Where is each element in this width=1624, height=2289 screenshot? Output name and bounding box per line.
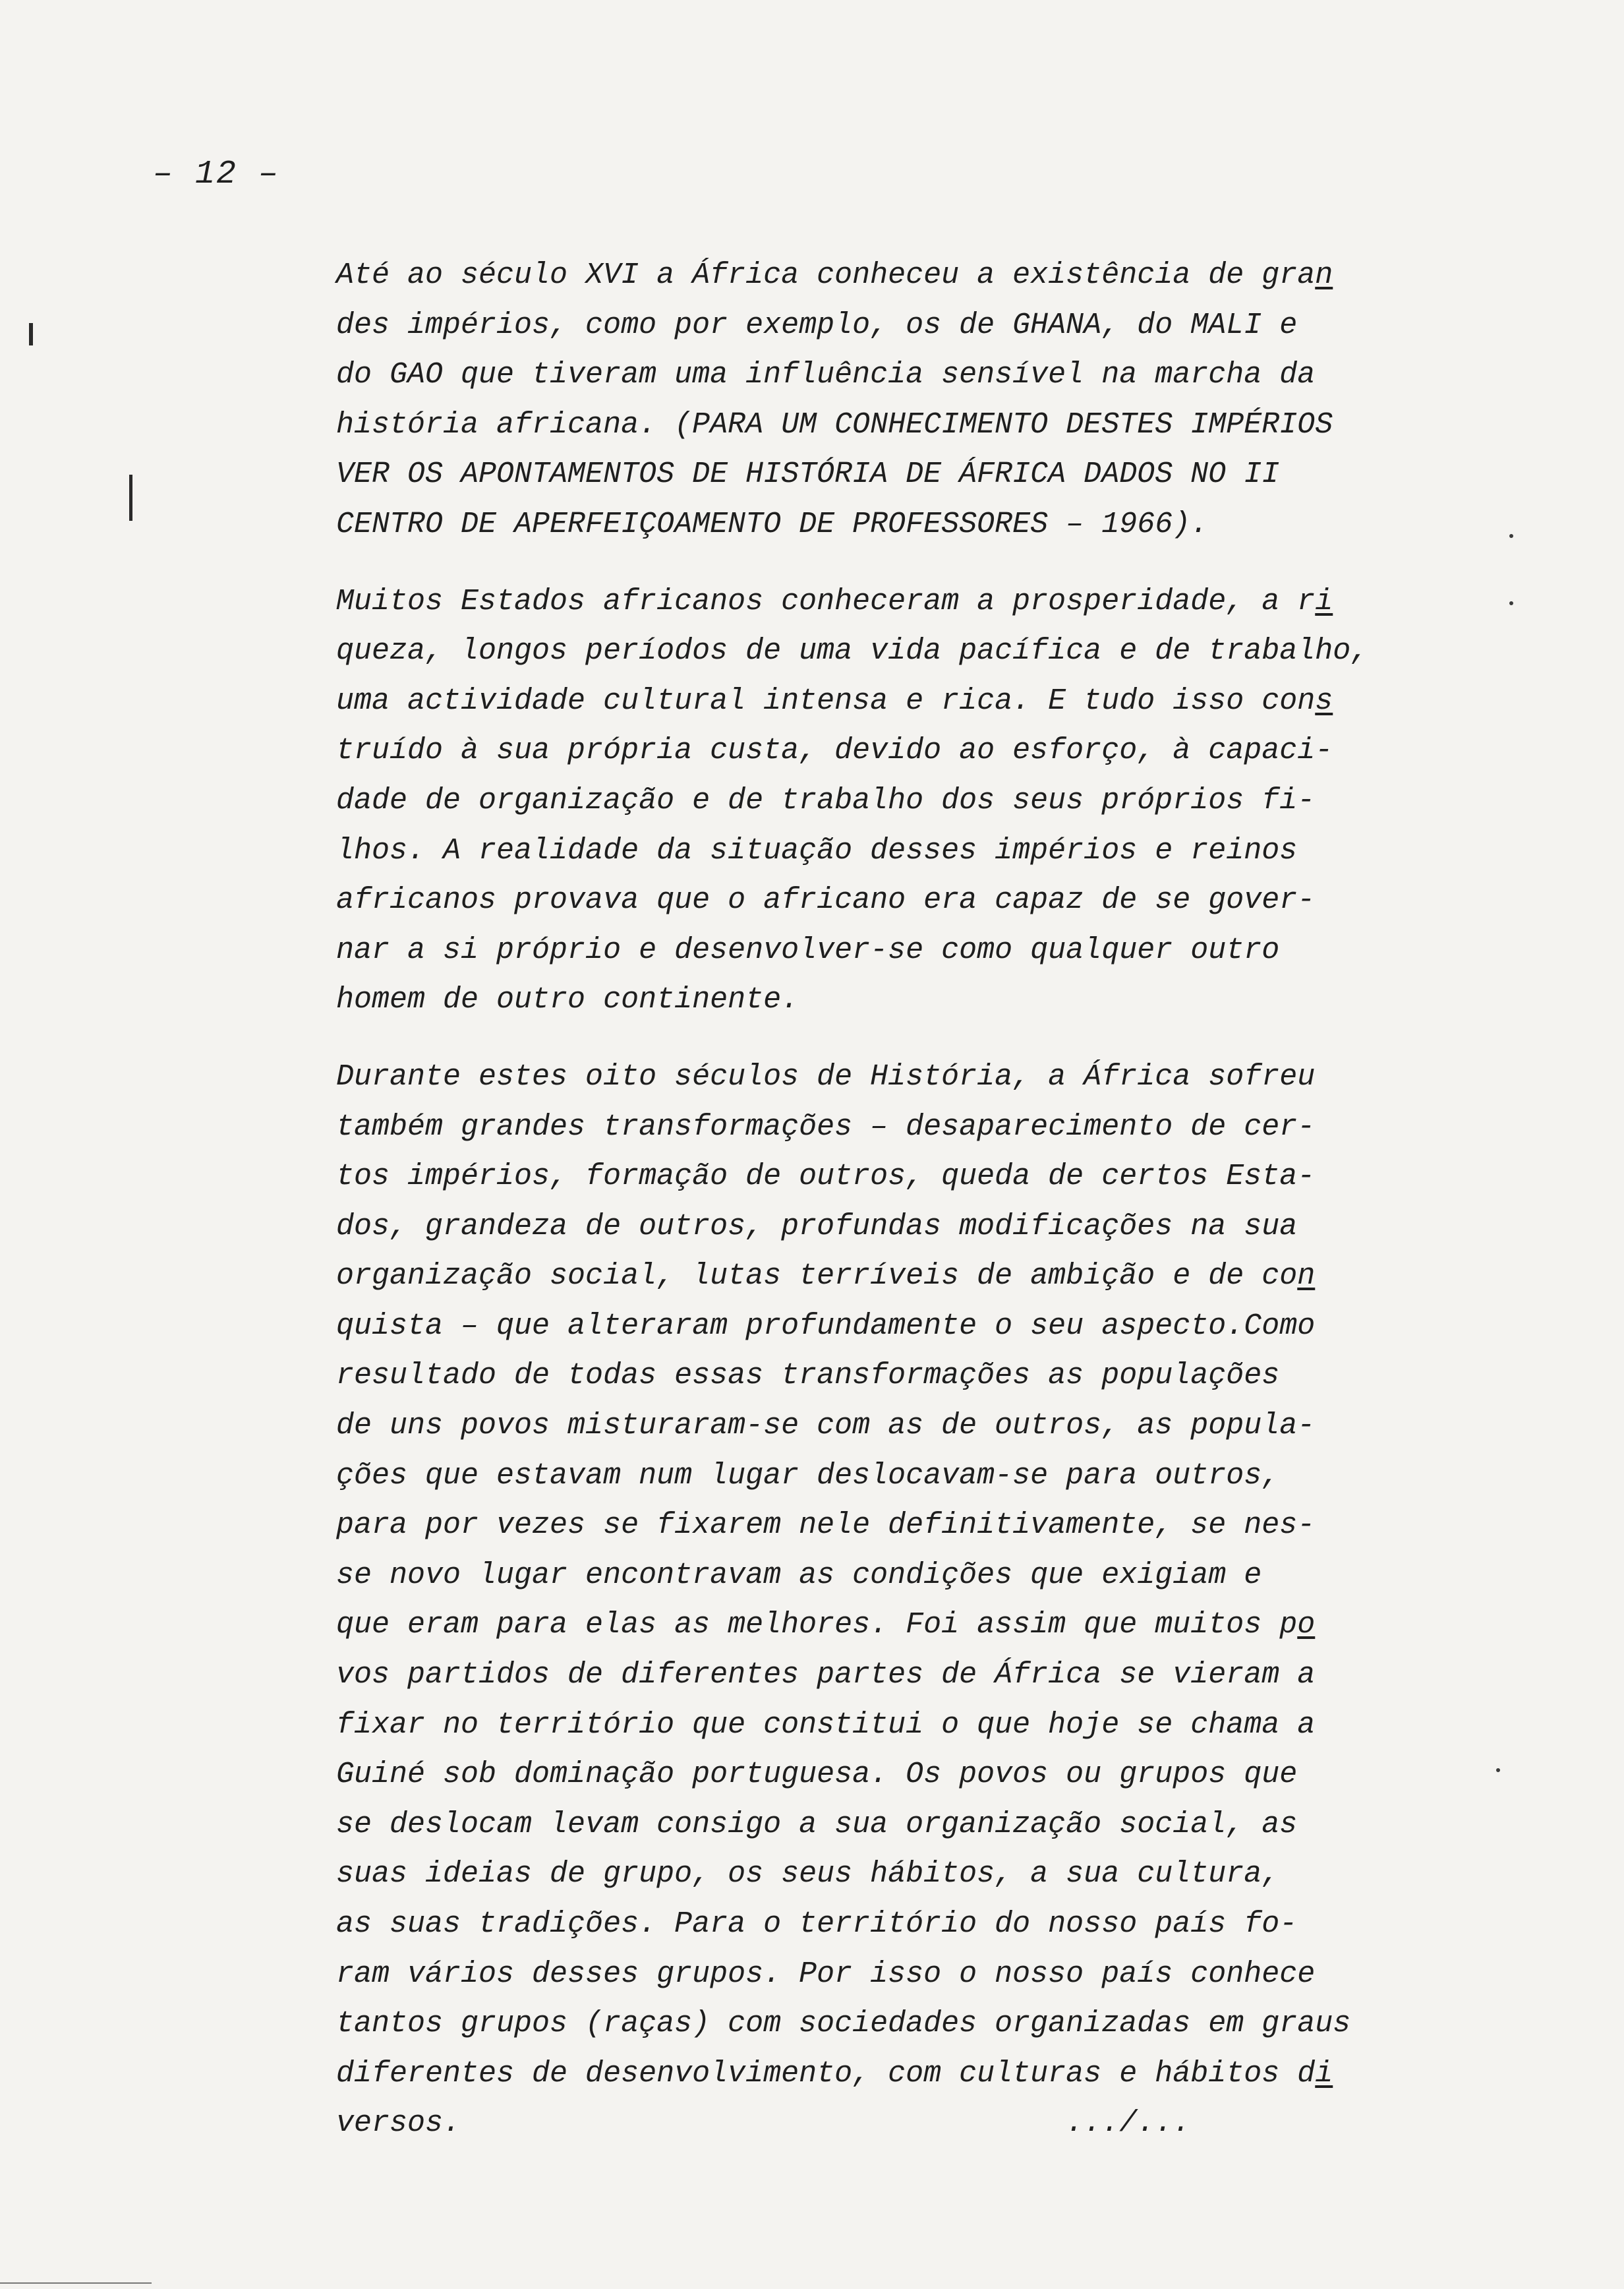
- text-segment: dos, grandeza de outros, profundas modificações na sua: [336, 1209, 1298, 1243]
- text-segment: lhos. A realidade da situação desses impérios e reinos: [336, 833, 1298, 868]
- text-line: [336, 577, 1496, 627]
- text-segment: vos partidos de diferentes partes de África se vieram a: [336, 1658, 1316, 1692]
- underlined-hyphen-letter: i: [1315, 2056, 1333, 2091]
- scan-speck: [1509, 601, 1513, 605]
- scan-speck: [1496, 1768, 1500, 1772]
- text-segment: tantos grupos (raças) com sociedades organizadas em graus: [336, 2007, 1351, 2041]
- text-segment: história africana. (PARA UM CONHECIMENTO DESTES IMPÉRIOS: [336, 407, 1333, 442]
- text-line: [336, 1501, 1496, 1551]
- text-segment: resultado de todas essas transformações as populações: [336, 1359, 1280, 1393]
- text-line: [336, 1899, 1496, 1949]
- text-line: [336, 1650, 1496, 1700]
- paragraph: [336, 251, 1496, 550]
- text-line: [336, 1999, 1496, 2049]
- text-segment: africanos provava que o africano era capaz de se gover-: [336, 883, 1316, 918]
- text-line: [336, 1251, 1496, 1301]
- text-line: [336, 1551, 1496, 1601]
- text-segment: fixar no território que constitui o que hoje se chama a: [336, 1708, 1316, 1742]
- text-segment: Durante estes oito séculos de História, a África sofreu: [336, 1059, 1316, 1094]
- text-segment: Até ao século XVI a África conheceu a existência de gra: [336, 258, 1316, 292]
- text-line: [336, 1800, 1496, 1850]
- text-line: [336, 251, 1496, 301]
- text-line: [336, 1301, 1496, 1352]
- text-line: [336, 500, 1496, 550]
- underlined-hyphen-letter: s: [1315, 684, 1333, 718]
- scan-mark: [29, 323, 33, 345]
- paragraph: [336, 577, 1496, 1025]
- text-segment: ram vários desses grupos. Por isso o nosso país conhece: [336, 1957, 1316, 1991]
- text-line: [336, 1052, 1496, 1102]
- text-line: [336, 1351, 1496, 1401]
- scan-mark: [129, 475, 132, 521]
- text-line: [336, 1600, 1496, 1650]
- text-segment: VER OS APONTAMENTOS DE HISTÓRIA DE ÁFRICA DADOS NO II: [336, 458, 1280, 492]
- underlined-hyphen-letter: n: [1315, 258, 1333, 292]
- text-segment: uma actividade cultural intensa e rica. E tudo isso con: [336, 684, 1316, 718]
- text-line: [336, 776, 1496, 826]
- text-line: [336, 2098, 1496, 2149]
- text-segment: nar a si próprio e desenvolver-se como qualquer outro: [336, 933, 1280, 967]
- text-segment: também grandes transformações – desaparecimento de cer-: [336, 1110, 1316, 1144]
- text-segment: as suas tradições. Para o território do nosso país fo-: [336, 1907, 1298, 1941]
- text-line: [336, 1849, 1496, 1899]
- text-segment: diferentes de desenvolvimento, com culturas e hábitos d: [336, 2056, 1316, 2091]
- underlined-hyphen-letter: o: [1297, 1608, 1316, 1642]
- text-segment: tos impérios, formação de outros, queda de certos Esta-: [336, 1160, 1316, 1194]
- text-line: [336, 1451, 1496, 1501]
- text-line: [336, 350, 1496, 400]
- underlined-hyphen-letter: n: [1297, 1259, 1316, 1293]
- text-line: [336, 1949, 1496, 2000]
- text-segment: ções que estavam num lugar deslocavam-se para outros,: [336, 1458, 1280, 1493]
- scan-speck: [1509, 534, 1513, 538]
- text-segment: dade de organização e de trabalho dos seus próprios fi-: [336, 783, 1316, 818]
- text-line: [336, 1202, 1496, 1252]
- text-line: [336, 1700, 1496, 1750]
- text-line: [336, 975, 1496, 1025]
- text-line: [336, 826, 1496, 876]
- text-line: [336, 1102, 1496, 1152]
- text-segment: quista – que alteraram profundamente o seu aspecto.Como: [336, 1309, 1316, 1343]
- text-line: [336, 876, 1496, 926]
- text-line: [336, 2049, 1496, 2099]
- text-segment: se novo lugar encontravam as condições que exigiam e: [336, 1558, 1262, 1592]
- text-segment: organização social, lutas terríveis de ambição e de co: [336, 1259, 1298, 1293]
- text-line: [336, 926, 1496, 976]
- text-segment: queza, longos períodos de uma vida pacífica e de trabalho,: [336, 634, 1369, 669]
- text-line: [336, 301, 1496, 351]
- text-segment: suas ideias de grupo, os seus hábitos, a sua cultura,: [336, 1857, 1280, 1891]
- text-line: [336, 400, 1496, 450]
- text-segment: se deslocam levam consigo a sua organização social, as: [336, 1807, 1298, 1841]
- text-segment: para por vezes se fixarem nele definitivamente, se nes-: [336, 1508, 1316, 1543]
- text-line: [336, 726, 1496, 776]
- text-segment: de uns povos misturaram-se com as de outros, as popula-: [336, 1409, 1316, 1443]
- text-line: [336, 1750, 1496, 1800]
- text-line: [336, 626, 1496, 676]
- text-line: [336, 1401, 1496, 1451]
- text-line: [336, 1152, 1496, 1202]
- text-segment: versos. .../...: [336, 2106, 1191, 2141]
- paragraph: [336, 1052, 1496, 2149]
- text-segment: homem de outro continente.: [336, 983, 799, 1017]
- body-text: [336, 251, 1496, 2176]
- text-segment: truído à sua própria custa, devido ao esforço, à capaci-: [336, 734, 1333, 768]
- text-segment: do GAO que tiveram uma influência sensível na marcha da: [336, 358, 1316, 392]
- scan-edge: [0, 2282, 152, 2284]
- underlined-hyphen-letter: i: [1315, 584, 1333, 618]
- text-line: [336, 676, 1496, 727]
- text-segment: Guiné sob dominação portuguesa. Os povos ou grupos que: [336, 1758, 1298, 1792]
- text-segment: des impérios, como por exemplo, os de GHANA, do MALI e: [336, 308, 1298, 342]
- page-number: – 12 –: [153, 156, 280, 193]
- text-segment: que eram para elas as melhores. Foi assim que muitos p: [336, 1608, 1298, 1642]
- text-line: [336, 450, 1496, 500]
- text-segment: Muitos Estados africanos conheceram a prosperidade, a r: [336, 584, 1316, 618]
- text-segment: CENTRO DE APERFEIÇOAMENTO DE PROFESSORES – 1966).: [336, 507, 1209, 541]
